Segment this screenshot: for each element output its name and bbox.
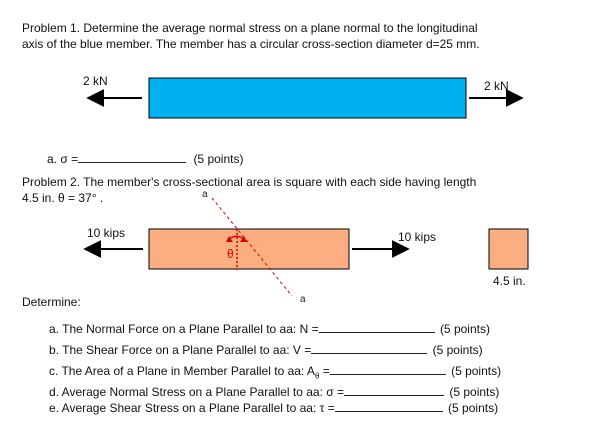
determine-heading: Determine: <box>22 295 81 309</box>
problem2-item-c-points: (5 points) <box>451 364 502 378</box>
problem2-item-e-answer-blank[interactable] <box>335 400 443 412</box>
problem2-item-d-points: (5 points) <box>449 385 500 399</box>
problem1-line2: axis of the blue member. The member has a circular cross-section diameter d=25 mm. <box>22 37 480 51</box>
problem1-right-force-label: 2 kN <box>484 79 509 93</box>
problem2-item-e <box>49 400 498 415</box>
problem1-part-a-points: (5 points) <box>193 152 244 166</box>
problem1-line1: Problem 1. Determine the average normal stress on a plane normal to the longitudinal <box>22 21 478 35</box>
problem2-item-d-answer-blank[interactable] <box>344 384 444 396</box>
plane-label-bottom: a <box>300 294 306 305</box>
problem2-line1: Problem 2. The member's cross-sectional area is square with each side having length <box>22 175 477 189</box>
blue-member <box>149 78 466 118</box>
plane-label-top: a <box>202 189 208 200</box>
square-cross-section <box>489 229 528 269</box>
problem2-item-d <box>49 384 499 399</box>
problem2-item-c <box>49 363 501 383</box>
problem2-item-c-answer-blank[interactable] <box>330 363 446 375</box>
problem2-item-e-points: (5 points) <box>448 401 499 415</box>
problem2-item-a-label: a. The Normal Force on a Plane Parallel to aa: N = <box>49 322 319 336</box>
problem2-item-a-answer-blank[interactable] <box>319 321 435 333</box>
problem2-item-b-answer-blank[interactable] <box>311 342 427 354</box>
orange-member <box>149 229 349 269</box>
problem2-item-e-label: e. Average Shear Stress on a Plane Parallel to aa: τ = <box>49 401 335 415</box>
problem2-item-b-label: b. The Shear Force on a Plane Parallel to aa: V = <box>49 343 312 357</box>
problem2-item-d-label: d. Average Normal Stress on a Plane Parallel to aa: σ = <box>49 385 345 399</box>
problem2-item-c-subscript: θ <box>314 371 320 381</box>
problem2-item-b <box>49 342 483 357</box>
problem2-item-b-points: (5 points) <box>432 343 483 357</box>
section-size-label: 4.5 in. <box>493 274 526 288</box>
angle-label: θ <box>227 247 234 261</box>
problem2-right-force-label: 10 kips <box>398 230 437 244</box>
problem1-part-a-label: a. σ = <box>47 152 79 166</box>
problem2-item-a <box>49 321 490 336</box>
problem2-item-c-tail: = <box>319 364 330 378</box>
problem2-line2: 4.5 in. θ = 37° . <box>22 191 104 205</box>
problem2-left-force-label: 10 kips <box>87 226 126 240</box>
problem1-part-a-answer-blank[interactable] <box>78 151 186 163</box>
problem2-item-a-points: (5 points) <box>439 322 490 336</box>
problem1-part-a <box>47 151 243 166</box>
problem1-left-force-label: 2 kN <box>83 74 108 88</box>
problem2-item-c-label: c. The Area of a Plane in Member Parallel to aa: A <box>49 364 315 378</box>
